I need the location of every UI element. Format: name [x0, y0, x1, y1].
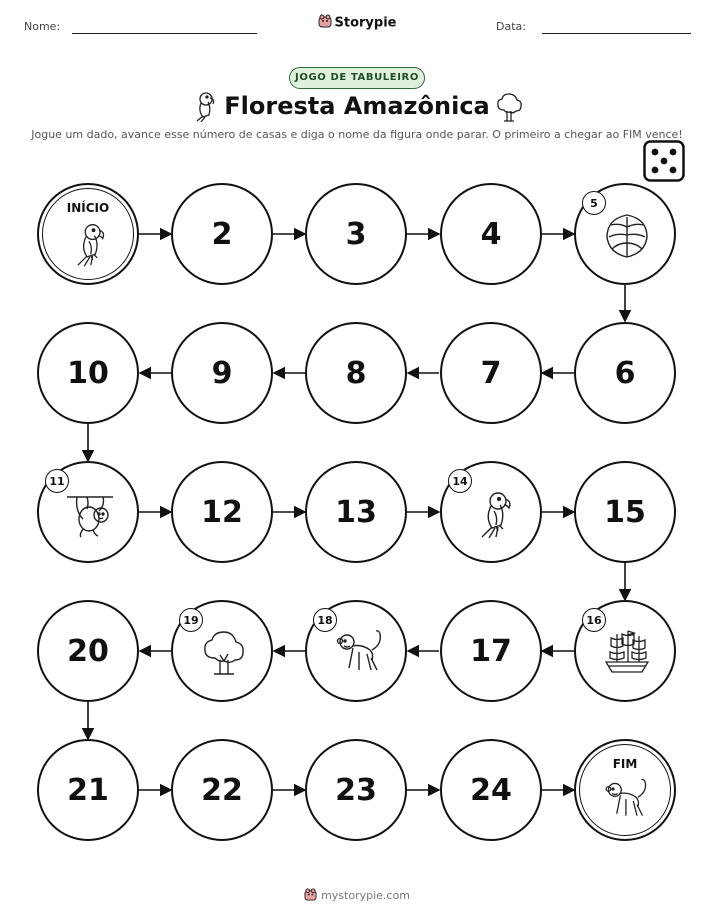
space-number: 20: [67, 633, 109, 669]
board-space-12[interactable]: [171, 461, 273, 563]
space-number: 17: [470, 633, 512, 669]
space-number: 13: [335, 494, 377, 530]
space-number: 10: [67, 355, 109, 391]
board-space-17[interactable]: [440, 600, 542, 702]
space-number: 24: [470, 772, 512, 808]
brand-name: Storypie: [334, 15, 397, 31]
space-label: INÍCIO: [66, 201, 110, 215]
board-space-3[interactable]: [305, 183, 407, 285]
board-space-6[interactable]: [574, 322, 676, 424]
space-number-badge: 18: [313, 608, 337, 632]
space-number: 8: [345, 355, 367, 391]
board-space-24[interactable]: [440, 739, 542, 841]
space-number-badge: 16: [582, 608, 606, 632]
space-number: 12: [201, 494, 243, 530]
monstera-leaf-icon: [602, 211, 652, 261]
monkey-icon: [602, 777, 648, 823]
board-space-10[interactable]: [37, 322, 139, 424]
tree-icon: [199, 628, 249, 678]
board-space-5[interactable]: [574, 183, 676, 285]
name-label: Nome:: [24, 20, 61, 33]
board-space-22[interactable]: [171, 739, 273, 841]
board-space-21[interactable]: [37, 739, 139, 841]
space-number: 9: [211, 355, 233, 391]
footer-url: mystorypie.com: [321, 889, 410, 902]
board-space-4[interactable]: [440, 183, 542, 285]
storypie-logo-icon: [304, 888, 317, 904]
instructions-text: Jogue um dado, avance esse número de casas e diga o nome da figura onde parar. O primeiro a chegar ao FIM vence!: [31, 128, 683, 141]
space-label: FIM: [612, 757, 638, 771]
space-number-badge: 14: [448, 469, 472, 493]
footer: [0, 888, 714, 904]
date-label: Data:: [496, 20, 526, 33]
space-number: 2: [211, 216, 233, 252]
space-number: 6: [614, 355, 636, 391]
space-number: 7: [480, 355, 502, 391]
space-number: 4: [480, 216, 502, 252]
space-number-badge: 5: [582, 191, 606, 215]
board-space-15[interactable]: [574, 461, 676, 563]
space-number-badge: 11: [45, 469, 69, 493]
board-space-14[interactable]: [440, 461, 542, 563]
board-space-8[interactable]: [305, 322, 407, 424]
ship-icon: [602, 628, 652, 678]
space-number: 21: [67, 772, 109, 808]
monkey-icon: [333, 628, 383, 678]
board-space-23[interactable]: [305, 739, 407, 841]
page-title: Floresta Amazônica: [224, 92, 490, 120]
board-space-19[interactable]: [171, 600, 273, 702]
parrot-icon: [65, 221, 111, 267]
board-space-7[interactable]: [440, 322, 542, 424]
board-space-9[interactable]: [171, 322, 273, 424]
parrot-icon: [468, 489, 518, 539]
space-number: 23: [335, 772, 377, 808]
start-space[interactable]: [37, 183, 139, 285]
board-space-13[interactable]: [305, 461, 407, 563]
board-space-18[interactable]: [305, 600, 407, 702]
space-number-badge: 19: [179, 608, 203, 632]
space-number: 22: [201, 772, 243, 808]
sloth-icon: [65, 489, 115, 539]
board-space-11[interactable]: [37, 461, 139, 563]
board-space-2[interactable]: [171, 183, 273, 285]
board-space-16[interactable]: [574, 600, 676, 702]
end-space[interactable]: [574, 739, 676, 841]
board-space-20[interactable]: [37, 600, 139, 702]
space-number: 15: [604, 494, 646, 530]
space-number: 3: [345, 216, 367, 252]
game-type-badge: JOGO DE TABULEIRO: [289, 67, 425, 89]
